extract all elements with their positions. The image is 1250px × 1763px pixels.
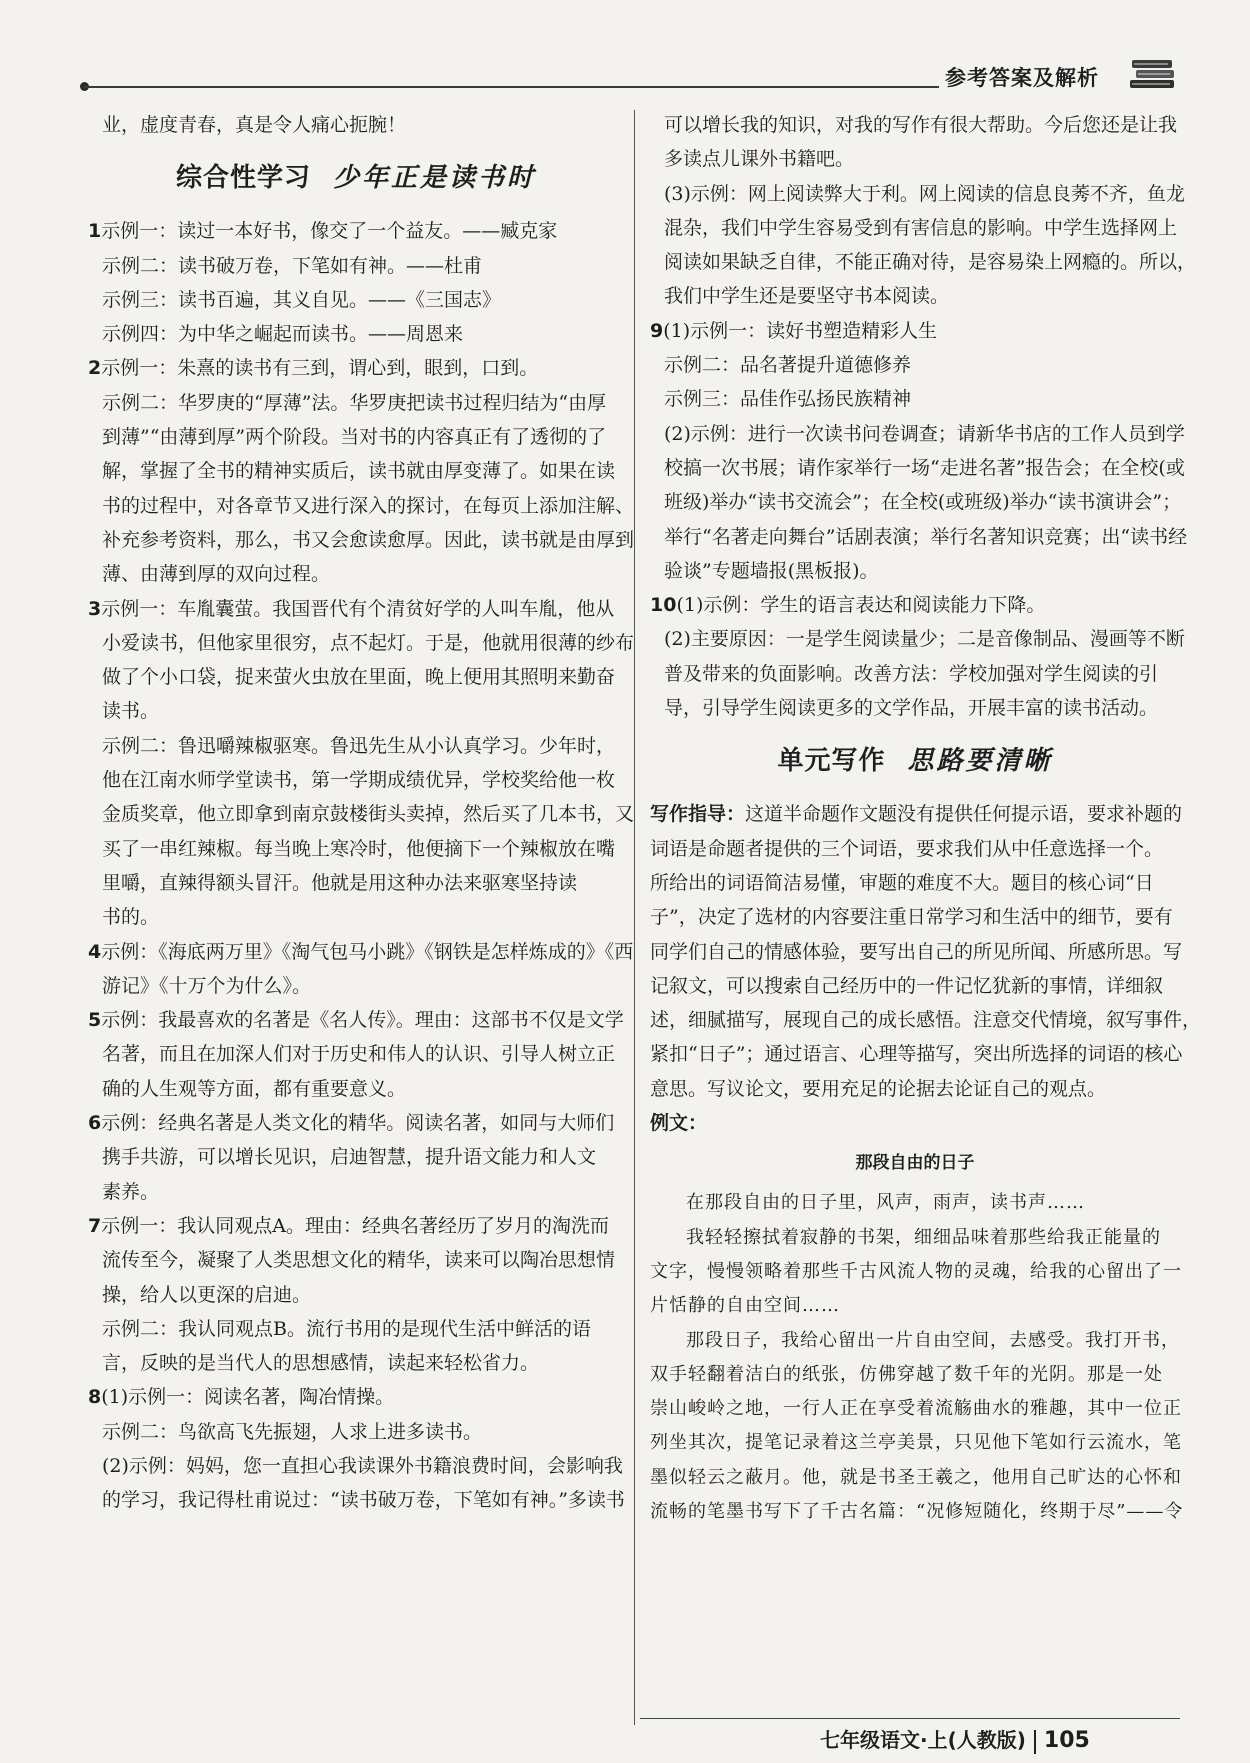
answer-line [88, 797, 635, 831]
guide-line [650, 832, 1180, 866]
guide-text: 意思。写议论文，要用充足的论据去论证自己的观点。 [650, 1077, 1107, 1100]
section-title-writing [650, 725, 1180, 797]
question-number: 5 [88, 1009, 102, 1032]
question-number: 2 [88, 357, 102, 380]
section-title-reading [88, 142, 624, 214]
answer-text: 示例一：读过一本好书，像交了一个益友。——臧克家 [101, 220, 558, 243]
answer-text: 名著，而且在加深人们对于历史和伟人的认识、引导人树立正 [102, 1043, 616, 1066]
answer-text: 买了一串红辣椒。每当晚上寒冷时，他便摘下一个辣椒放在嘴 [102, 837, 616, 860]
answer-text: 班级)举办“读书交流会”；在全校(或班级)举办“读书演讲会”； [664, 491, 1182, 514]
question-number: 10 [650, 594, 677, 617]
answer-line [650, 691, 1180, 725]
answer-line [88, 249, 624, 283]
answer-line [88, 523, 635, 557]
essay-line: 我轻轻擦拭着寂静的书架，细细品味着那些给我正能量的 [686, 1226, 1161, 1248]
section-subheading: 少年正是读书时 [333, 163, 537, 194]
answer-text: 做了个小口袋，捉来萤火虫放在里面，晚上便用其照明来勤奋 [102, 666, 616, 689]
answer-line [88, 1037, 624, 1071]
guide-line [650, 866, 1180, 900]
right-column [650, 108, 1202, 1529]
essay-line: 崇山峻岭之地，一行人正在享受着流觞曲水的雅趣，其中一位正 [650, 1398, 1182, 1420]
answer-line [88, 1278, 624, 1312]
essay-line: 双手轻翻着洁白的纸张，仿佛穿越了数千年的光阴。那是一处 [650, 1363, 1163, 1385]
answer-text: 示例二：鸟欲高飞先振翅，人求上进多读书。 [102, 1420, 483, 1443]
answer-text: 多读点儿课外书籍吧。 [664, 148, 855, 171]
answer-text: 可以增长我的知识，对我的写作有很大帮助。今后您还是让我 [664, 114, 1178, 136]
answer-text: 普及带来的负面影响。改善方法：学校加强对学生阅读的引 [664, 662, 1159, 685]
essay-body [650, 1186, 1184, 1529]
answer-line [88, 351, 624, 385]
answer-line [88, 969, 624, 1003]
question-number: 1 [88, 220, 102, 243]
guide-line [650, 900, 1180, 934]
answer-text: 示例：我最喜欢的名著是《名人传》。理由：这部书不仅是文学 [101, 1009, 624, 1032]
answer-text: 示例二：读书破万卷，下笔如有神。——杜甫 [102, 254, 483, 277]
answer-text: 操，给人以更深的启迪。 [102, 1283, 312, 1306]
answer-text: 阅读如果缺乏自律，不能正确对待，是容易染上网瘾的。所以， [664, 251, 1197, 274]
answer-line [88, 729, 624, 763]
answer-text: 读书。 [102, 700, 160, 723]
answer-line [650, 382, 1180, 416]
answer-line [88, 694, 624, 728]
answer-line [88, 1209, 624, 1243]
answer-text: 里嚼，直辣得额头冒汗。他就是用这种办法来驱寒坚持读 [102, 871, 578, 894]
answer-line [88, 1449, 624, 1483]
guide-text: 述，细腻描写，展现自己的成长感悟。注意交代情境，叙写事件， [650, 1009, 1202, 1032]
answer-list-left [88, 214, 635, 1517]
guide-text: 词语是命题者提供的三个词语，要求我们从中任意选择一个。 [650, 837, 1164, 860]
answer-text: 小爱读书，但他家里很穷，点不起灯。于是，他就用很薄的纱布 [102, 631, 635, 654]
answer-text: 示例三：品佳作弘扬民族精神 [664, 388, 912, 411]
question-number: 7 [88, 1214, 102, 1237]
answer-line [88, 283, 624, 317]
answer-line [650, 485, 1180, 519]
guide-line [650, 1003, 1202, 1037]
answer-line [650, 314, 1180, 348]
essay-line: 那段日子，我给心留出一片自由空间，去感受。我打开书， [686, 1329, 1180, 1351]
answer-text: 校搞一次书展；请作家举行一场“走进名著”报告会；在全校(或 [664, 456, 1185, 479]
essay-line: 墨似轻云之蔽月。他，就是书圣王羲之，他用自己旷达的心怀和 [650, 1466, 1182, 1488]
answer-text: 示例一：朱熹的读书有三到，谓心到，眼到，口到。 [101, 357, 539, 380]
answer-text: (1)示例：学生的语言表达和阅读能力下降。 [676, 594, 1046, 617]
section-heading: 单元写作 [777, 746, 886, 777]
guide-text: 同学们自己的情感体验，要写出自己的所见所闻、所感所思。写 [650, 940, 1183, 963]
answer-text: (1)示例一：读好书塑造精彩人生 [663, 319, 938, 342]
question-number: 8 [88, 1386, 102, 1409]
answer-line [650, 245, 1197, 279]
guide-line [650, 1072, 1180, 1106]
answer-line [88, 900, 624, 934]
answer-line [650, 177, 1185, 211]
essay-line: 片恬静的自由空间…… [650, 1295, 840, 1317]
answer-text: 携手共游，可以增长见识，启迪智慧，提升语文能力和人文 [102, 1146, 597, 1169]
answer-line [88, 1243, 624, 1277]
answer-line [88, 763, 624, 797]
answer-text: (2)主要原因：一是学生阅读量少；二是音像制品、漫画等不断 [664, 628, 1185, 651]
answer-text: (2)示例：妈妈，您一直担心我读课外书籍浪费时间，会影响我 [102, 1454, 623, 1477]
guide-text: 子”，决定了选材的内容要注重日常学习和生活中的细节，要有 [650, 906, 1173, 929]
answer-text: 确的人生观等方面，都有重要意义。 [102, 1077, 407, 1100]
answer-line [88, 1380, 624, 1414]
answer-line [650, 554, 1180, 588]
intro-text: 业，虚度青春，真是令人痛心扼腕！ [102, 114, 407, 136]
section-subheading: 思路要清晰 [907, 746, 1053, 777]
example-label: 例文： [650, 1112, 708, 1135]
essay-line: 在那段自由的日子里，风声，雨声，读书声…… [686, 1192, 1085, 1214]
answer-text: 举行“名著走向舞台”话剧表演；举行名著知识竞赛；出“读书经 [664, 525, 1188, 548]
answer-line [88, 935, 634, 969]
question-number: 6 [88, 1112, 102, 1135]
page-number: 105 [1043, 1728, 1090, 1753]
answer-line [88, 1346, 624, 1380]
answer-line [88, 1140, 624, 1174]
books-icon [1128, 56, 1180, 96]
answer-line [88, 557, 624, 591]
answer-text: 补充参考资料，那么，书又会愈读愈厚。因此，读书就是由厚到 [102, 528, 635, 551]
answer-text: 素养。 [102, 1180, 160, 1203]
answer-line [650, 622, 1185, 656]
answer-text: 游记》《十万个为什么》。 [102, 974, 312, 997]
answer-line [650, 279, 1180, 313]
answer-line [88, 1312, 624, 1346]
answer-line [88, 1175, 624, 1209]
essay-title: 那段自由的日子 [855, 1153, 975, 1174]
answer-line [88, 1483, 624, 1517]
answer-line [650, 348, 1180, 382]
guide-label: 写作指导： [650, 803, 746, 826]
answer-text: 我们中学生还是要坚守书本阅读。 [664, 285, 950, 308]
answer-line [88, 1415, 624, 1449]
answer-text: 示例二：我认同观点B。流行书用的是现代生活中鲜活的语 [102, 1317, 591, 1340]
answer-text: (3)示例：网上阅读弊大于利。网上阅读的信息良莠不齐，鱼龙 [664, 182, 1185, 205]
answer-line [88, 866, 624, 900]
answer-line [650, 142, 1180, 176]
header-rule [84, 86, 939, 88]
answer-list-right [650, 108, 1197, 725]
answer-line [650, 211, 1180, 245]
answer-line [88, 489, 635, 523]
answer-text: 示例三：读书百遍，其义自见。——《三国志》 [102, 288, 502, 311]
answer-text: 导，引导学生阅读更多的文学作品，开展丰富的读书活动。 [664, 697, 1159, 720]
answer-line [88, 454, 624, 488]
answer-line [650, 588, 1180, 622]
answer-text: 示例二：鲁迅嚼辣椒驱寒。鲁迅先生从小认真学习。少年时， [102, 734, 616, 757]
answer-line [88, 832, 624, 866]
answer-line [88, 592, 624, 626]
answer-text: 书的。 [102, 906, 160, 929]
answer-text: 薄、由薄到厚的双向过程。 [102, 563, 331, 586]
answer-text: 验谈”专题墙报(黑板报)。 [664, 559, 879, 582]
guide-text: 所给出的词语简洁易懂，审题的难度不大。题目的核心词“日 [650, 871, 1154, 894]
answer-text: 书的过程中，对各章节又进行深入的探讨，在每页上添加注解、 [102, 494, 635, 517]
essay-line: 列坐其次，提笔记录着这兰亭美景，只见他下笔如行云流水，笔 [650, 1432, 1182, 1454]
question-number: 9 [650, 319, 664, 342]
answer-text: 混杂，我们中学生容易受到有害信息的影响。中学生选择网上 [664, 216, 1178, 239]
guide-line [650, 797, 1183, 831]
answer-line [88, 660, 624, 694]
footer-separator [1034, 1730, 1036, 1754]
answer-text: 到薄”“由薄到厚”两个阶段。当对书的内容真正有了透彻的了 [102, 426, 607, 449]
column-divider [634, 110, 635, 1725]
answer-line [650, 520, 1188, 554]
answer-text: 示例二：华罗庚的“厚薄”法。华罗庚把读书过程归结为“由厚 [102, 391, 607, 414]
left-column [88, 108, 635, 1518]
answer-line [88, 420, 624, 454]
answer-line [650, 451, 1185, 485]
writing-guide [650, 797, 1202, 1106]
book-title: 七年级语文·上(人教版) [820, 1728, 1026, 1752]
answer-line [88, 1072, 624, 1106]
answer-text: 流传至今，凝聚了人类思想文化的精华，读来可以陶冶思想情 [102, 1249, 616, 1272]
answer-line [88, 1106, 624, 1140]
answer-text: 金质奖章，他立即拿到南京鼓楼街头卖掉，然后买了几本书，又 [102, 803, 635, 826]
answer-text: (2)示例：进行一次读书问卷调查；请新华书店的工作人员到学 [664, 422, 1185, 445]
guide-line [650, 935, 1183, 969]
answer-line [88, 386, 624, 420]
answer-text: 示例一：我认同观点A。理由：经典名著经历了岁月的淘洗而 [101, 1214, 609, 1237]
footer [820, 1724, 1090, 1754]
question-number: 4 [88, 940, 102, 963]
answer-text: 示例二：品名著提升道德修养 [664, 354, 912, 377]
answer-line [88, 214, 624, 248]
guide-text: 记叙文，可以搜索自己经历中的一件记忆犹新的事情，详细叙 [650, 974, 1164, 997]
answer-text: 的学习，我记得杜甫说过：“读书破万卷，下笔如有神。”多读书 [102, 1489, 625, 1512]
answer-line [650, 108, 1180, 142]
answer-text: (1)示例一：阅读名著，陶冶情操。 [101, 1386, 395, 1409]
essay-line: 文字，慢慢领略着那些千古风流人物的灵魂，给我的心留出了一 [650, 1260, 1182, 1282]
answer-text: 示例：《海底两万里》《淘气包马小跳》《钢铁是怎样炼成的》《西 [101, 940, 634, 963]
answer-line [88, 626, 635, 660]
answer-text: 他在江南水师学堂读书，第一学期成绩优异，学校奖给他一枚 [102, 769, 616, 792]
answer-text: 言，反映的是当代人的思想感情，读起来轻松省力。 [102, 1352, 540, 1375]
section-heading: 综合性学习 [175, 163, 311, 194]
answer-line [88, 1003, 624, 1037]
guide-line [650, 1037, 1183, 1071]
question-number: 3 [88, 597, 102, 620]
answer-text: 示例一：车胤囊萤。我国晋代有个清贫好学的人叫车胤，他从 [101, 597, 615, 620]
guide-text: 紧扣“日子”；通过语言、心理等描写，突出所选择的词语的核心 [650, 1043, 1183, 1066]
answer-line [650, 417, 1185, 451]
guide-line [650, 969, 1180, 1003]
footer-rule [640, 1718, 1180, 1719]
answer-text: 示例：经典名著是人类文化的精华。阅读名著，如同与大师们 [101, 1112, 615, 1135]
answer-line [650, 657, 1180, 691]
essay-line: 流畅的笔墨书写下了千古名篇：“况修短随化，终期于尽”——令 [650, 1500, 1184, 1522]
header-title: 参考答案及解析 [945, 66, 1099, 90]
answer-text: 解，掌握了全书的精神实质后，读书就由厚变薄了。如果在读 [102, 460, 616, 483]
answer-line [88, 317, 624, 351]
guide-text: 这道半命题作文题没有提供任何提示语，要求补题的 [745, 803, 1183, 826]
answer-text: 示例四：为中华之崛起而读书。——周恩来 [102, 323, 464, 346]
